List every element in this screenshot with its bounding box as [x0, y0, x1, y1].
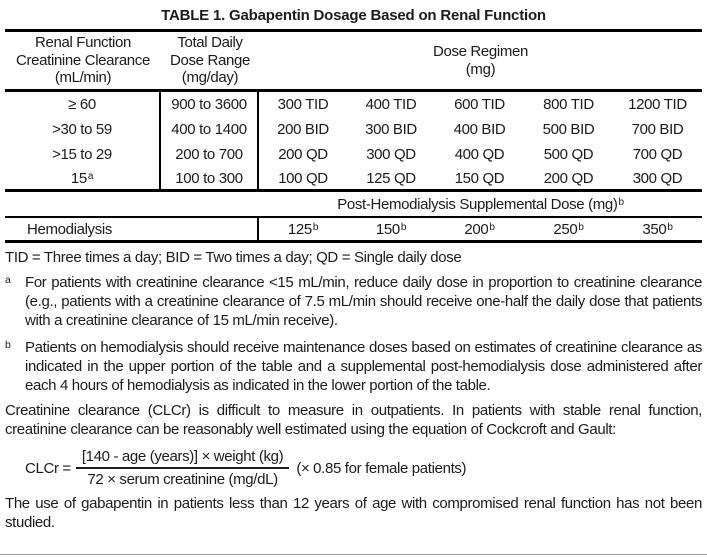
equation-fraction [76, 448, 289, 488]
abbreviation-legend: TID = Three times a day; BID = Two times a day; QD = Single daily dose [5, 249, 462, 266]
cell-hemo-dose-0: 125 $^b$ [259, 218, 347, 243]
footnote-b [5, 338, 702, 395]
footnote-a [5, 273, 702, 330]
footnote-b-marker: b [5, 339, 11, 351]
cell-dose-2-4: 700 QD [632, 146, 683, 163]
posthemo-header: Post-Hemodialysis Supplemental Dose (mg) $^b$ [259, 192, 702, 218]
cell-dose-1-2: 400 BID [453, 121, 506, 138]
hemo-dose-4-value: 350 [642, 220, 667, 238]
posthemo-header-label: Post-Hemodialysis Supplemental Dose (mg) [337, 195, 618, 213]
header-total-daily-dose [161, 32, 259, 92]
cell-hemo-dose-1: 150 $^b$ [347, 218, 435, 243]
footnote-a-marker: a [5, 274, 11, 286]
bottom-divider [0, 554, 707, 555]
cell-clearance-0: ≥ 60 [5, 92, 161, 117]
cell-dose-0-2: 600 TID [454, 96, 505, 113]
header-renal-function [5, 32, 161, 92]
closing-paragraph: The use of gabapentin in patients less than 12 years of age with compromised renal function has not been studied. [5, 495, 702, 531]
cell-dose-0-1: 400 TID [365, 96, 417, 113]
clearance-15-value: 15 [70, 169, 87, 187]
footnote-a-text: For patients with creatinine clearance <15 mL/min, reduce daily dose in proportion to creatinine clearance (e.g., patients with a creatinine clearance of 7.5 mL/min should receive one-half the daily dose that patients with a creatinine clearance of 15 mL/min receive). [25, 274, 702, 329]
header-renal-function-line3: (mL/min) [54, 69, 112, 87]
hemo-dose-3-value: 250 [553, 220, 578, 238]
cell-dose-3-2: 150 QD [435, 167, 524, 192]
cell-clearance-1: >30 to 59 [5, 117, 161, 142]
cell-clearance-3: 15 $^a$ [5, 167, 161, 192]
cell-dose-1-1: 300 BID [365, 121, 417, 138]
cockcroft-gault-equation [25, 448, 702, 488]
cell-range-0: 900 to 3600 [161, 92, 259, 117]
cell-dose-3-0: 100 QD [259, 167, 347, 192]
cell-dose-3-3: 200 QD [524, 167, 613, 192]
cell-dose-2-0: 200 QD [278, 146, 328, 163]
header-renal-function-line1: Renal Function [35, 34, 131, 52]
clcr-paragraph: Creatinine clearance (CLCr) is difficult to measure in outpatients. In patients with stable renal function, creatinine clearance can be reasonably well estimated using the equation of Cockcroft and Gault: [5, 402, 702, 438]
header-dose-regimen-line2: (mg) [465, 60, 496, 78]
equation-female-factor: (× 0.85 for female patients) [296, 459, 467, 477]
equation-denominator: 72 × serum creatinine (mg/dL) [87, 471, 278, 488]
header-total-daily-dose-line2: Dose Range [170, 51, 250, 69]
posthemo-spacer [5, 192, 259, 218]
cell-clearance-2: >15 to 29 [5, 142, 161, 167]
cell-hemo-dose-2: 200 $^b$ [435, 218, 524, 243]
cell-dose-3-1: 125 QD [347, 167, 435, 192]
hemo-dose-1-value: 150 [375, 220, 400, 238]
cell-hemo-dose-4: 350 $^b$ [613, 218, 702, 243]
cell-range-1: 400 to 1400 [161, 117, 259, 142]
footnote-b-text: Patients on hemodialysis should receive maintenance doses based on estimates of creatinine clearance as indicated in the upper portion of the table and a supplemental post-hemodialysis dose administered after each 4 hours of hemodialysis as indicated in the lower portion of the table. [25, 339, 702, 394]
cell-dose-0-4: 1200 TID [628, 96, 687, 113]
cell-dose-2-3: 500 QD [543, 146, 594, 163]
dosage-table [5, 29, 702, 243]
table-title: TABLE 1. Gabapentin Dosage Based on Renal Function [161, 7, 546, 24]
cell-dose-2-1: 300 QD [366, 146, 416, 163]
cell-dose-2-2: 400 QD [454, 146, 505, 163]
header-dose-regimen-line1: Dose Regimen [432, 43, 528, 60]
cell-range-3: 100 to 300 [161, 167, 259, 192]
cell-hemo-dose-3: 250 $^b$ [524, 218, 613, 243]
hemo-dose-2-value: 200 [464, 220, 489, 238]
cell-dose-1-0: 200 BID [277, 121, 329, 138]
equation-numerator: [140 - age (years)] × weight (kg) [76, 448, 289, 469]
cell-dose-0-3: 800 TID [543, 96, 594, 113]
hemo-dose-0-value: 125 [287, 220, 312, 238]
header-renal-function-line2: Creatinine Clearance [16, 51, 150, 69]
cell-dose-1-3: 500 BID [542, 121, 595, 138]
hemodialysis-label: Hemodialysis [5, 218, 259, 243]
cell-dose-3-4: 300 QD [613, 167, 702, 192]
equation-lhs: CLCr = [25, 459, 71, 477]
cell-dose-0-0: 300 TID [277, 96, 329, 113]
header-total-daily-dose-line3: (mg/day) [181, 69, 239, 87]
cell-dose-1-4: 700 BID [631, 121, 684, 138]
header-dose-regimen [259, 32, 702, 92]
header-total-daily-dose-line1: Total Daily [177, 34, 243, 52]
cell-range-2: 200 to 700 [161, 142, 259, 167]
